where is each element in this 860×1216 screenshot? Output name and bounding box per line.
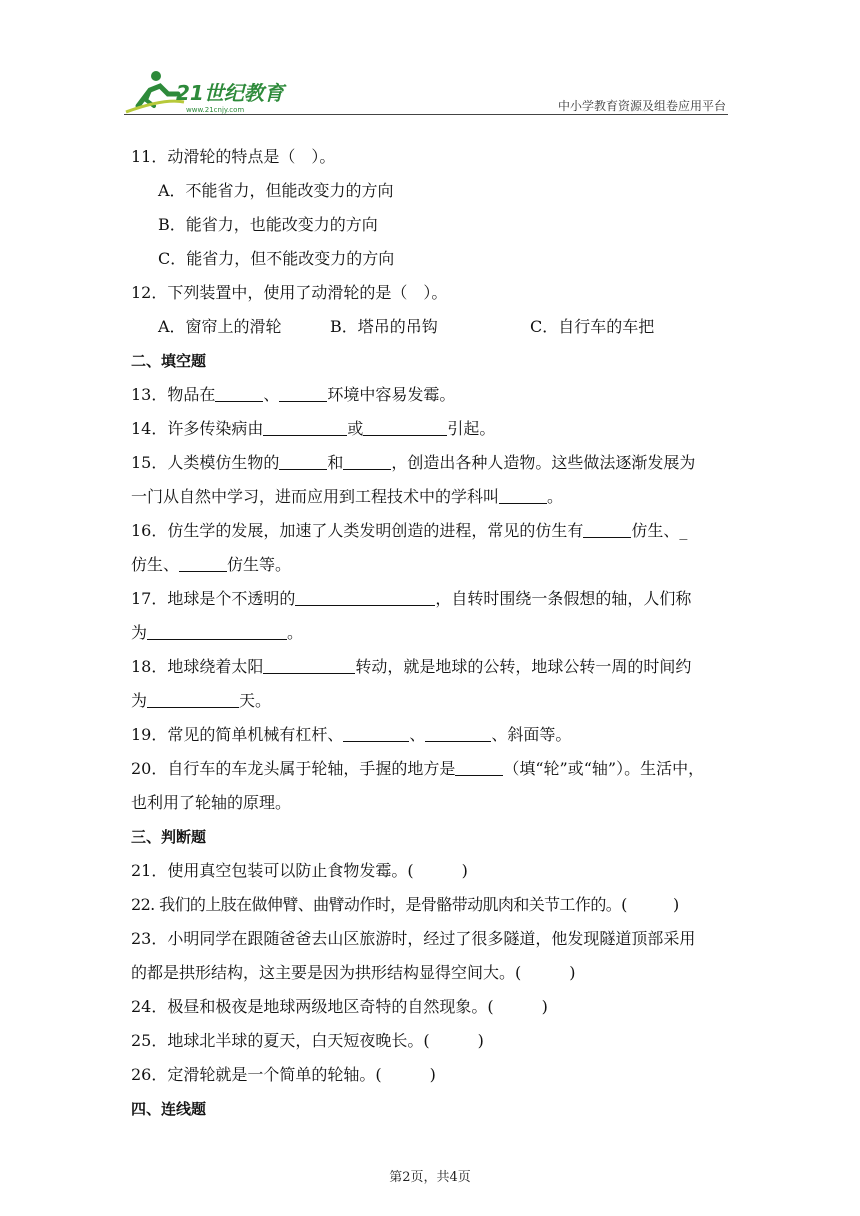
blank[interactable] [263,419,347,436]
logo [124,68,294,116]
q15-text-3: ，创造出各种人造物。这些做法逐渐发展为 [391,453,696,472]
blank[interactable] [455,759,503,776]
q17-text-3: 为 [131,623,148,642]
option-11-a: A．不能省力，但能改变力的方向 [158,181,394,200]
question-23-line-1: 23．小明同学在跟随爸爸去山区旅游时，经过了很多隧道，他发现隧道顶部采用 [131,929,696,948]
question-23-line-2: 的都是拱形结构，这主要是因为拱形结构显得空间大。( ) [131,963,576,982]
q14-text-3: 引起。 [447,419,496,438]
question-16-line-1 [131,514,731,548]
q16-text-3: 仿生、 [131,555,180,574]
blank[interactable] [343,725,409,742]
blank[interactable] [279,385,327,402]
header-divider [124,114,728,115]
q13-text-2: 、 [263,385,280,404]
question-24: 24．极昼和极夜是地球两级地区奇特的自然现象。( ) [131,997,548,1016]
section-matching: 四、连线题 [131,1100,207,1118]
blank[interactable] [425,725,491,742]
page-header [124,64,728,118]
question-26: 26．定滑轮就是一个简单的轮轴。( ) [131,1065,436,1084]
q16-text-1: 16．仿生学的发展，加速了人类发明创造的进程，常见的仿生有 [131,521,584,540]
q14-text-1: 14．许多传染病由 [131,419,264,438]
option-11-c: C．能省力，但不能改变力的方向 [158,249,395,268]
question-17-line-1 [131,582,731,616]
blank[interactable] [363,419,447,436]
platform-name: 中小学教育资源及组卷应用平台 [557,99,726,113]
question-21: 21．使用真空包装可以防止食物发霉。( ) [131,861,468,880]
question-22: 22. 我们的上肢在做伸臂、曲臂动作时，是骨骼带动肌肉和关节工作的。( ) [131,895,679,914]
q19-text-3: 、斜面等。 [491,725,572,744]
q15-text-5: 。 [547,487,564,506]
question-14 [131,412,731,446]
question-25: 25．地球北半球的夏天，白天短夜晚长。( ) [131,1031,484,1050]
section-fill-blank: 二、填空题 [131,352,207,370]
section-true-false: 三、判断题 [131,828,207,846]
q16-text-4: 仿生等。 [227,555,292,574]
question-18-line-2 [131,684,731,718]
q17-text-2: ，自转时围绕一条假想的轴，人们称 [435,589,692,608]
logo-text: 21世纪教育 [176,81,284,105]
question-13 [131,378,731,412]
option-11-b: B．能省力，也能改变力的方向 [158,215,378,234]
blank[interactable] [499,487,547,504]
q16-text-2: 仿生、_ [631,521,688,540]
q20-text-2: （填“轮”或“轴”）。生活中， [503,759,705,778]
blank[interactable] [215,385,263,402]
question-12: 12．下列装置中，使用了动滑轮的是（ ）。 [131,283,448,302]
blank[interactable] [179,555,227,572]
q18-text-4: 天。 [239,691,272,710]
q13-text-1: 13．物品在 [131,385,216,404]
question-16-line-2 [131,548,731,582]
blank[interactable] [583,521,631,538]
blank[interactable] [147,691,239,708]
question-15-line-2 [131,480,731,514]
q14-text-2: 或 [347,419,364,438]
question-20-line-1 [131,752,731,786]
blank[interactable] [295,589,435,606]
option-12-a: A．窗帘上的滑轮 [158,317,282,336]
question-18-line-1 [131,650,731,684]
q18-text-1: 18．地球绕着太阳 [131,657,264,676]
logo-url: www.21cnjy.com [186,106,245,114]
blank[interactable] [343,453,391,470]
blank[interactable] [279,453,327,470]
blank[interactable] [147,623,287,640]
q15-text-2: 和 [327,453,344,472]
q13-text-3: 环境中容易发霉。 [327,385,456,404]
question-12-options [131,310,731,344]
question-15-line-1 [131,446,731,480]
question-11: 11．动滑轮的特点是（ ）。 [131,147,336,166]
q18-text-3: 为 [131,691,148,710]
question-19 [131,718,731,752]
q20-text-1: 20．自行车的车龙头属于轮轴，手握的地方是 [131,759,456,778]
q15-text-4: 一门从自然中学习，进而应用到工程技术中的学科叫 [131,487,500,506]
question-20-line-2: 也利用了轮轴的原理。 [131,793,292,812]
option-12-b: B．塔吊的吊钩 [330,317,438,336]
q17-text-1: 17．地球是个不透明的 [131,589,296,608]
page-number: 第2页，共4页 [389,1170,471,1185]
q19-text-2: 、 [409,725,426,744]
q19-text-1: 19．常见的简单机械有杠杆、 [131,725,344,744]
option-12-c: C．自行车的车把 [530,317,655,336]
question-17-line-2 [131,616,731,650]
q18-text-2: 转动，就是地球的公转，地球公转一周的时间约 [355,657,692,676]
q17-text-4: 。 [287,623,304,642]
blank[interactable] [263,657,355,674]
q15-text-1: 15．人类模仿生物的 [131,453,280,472]
question-body [131,140,731,1126]
